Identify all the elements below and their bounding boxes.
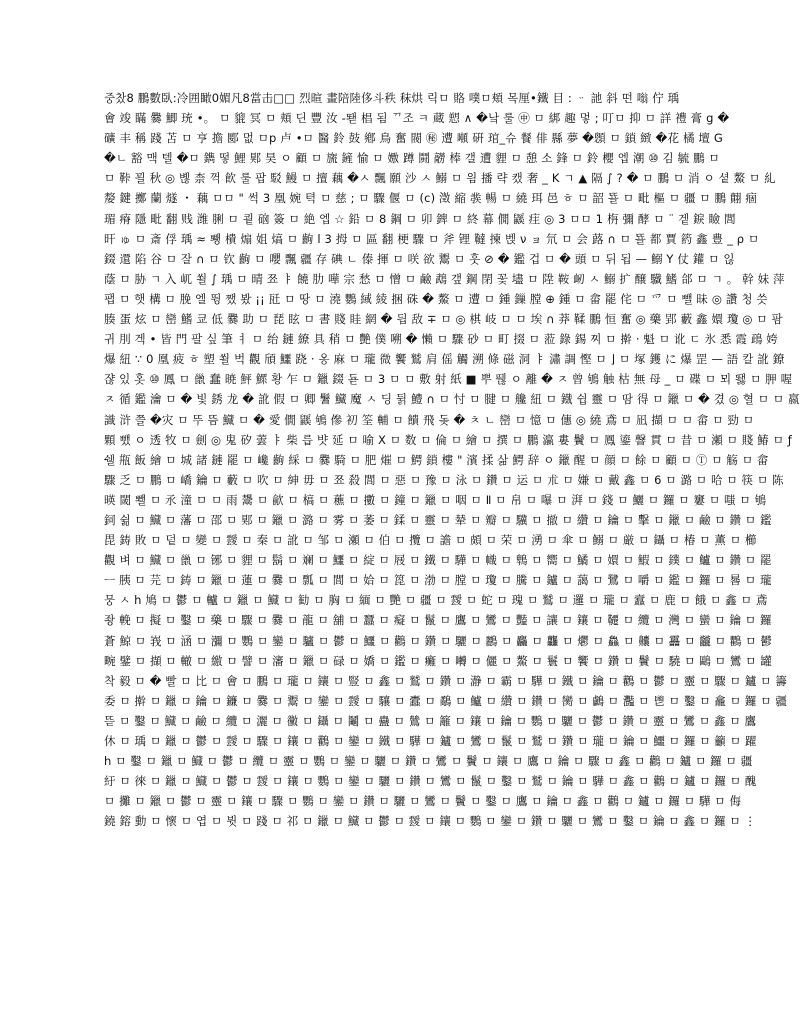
text-line: 鐃 鎔 動 ㅁ 懷 ㅁ 엽 ㅁ 뷧 ㅁ 踐 ㅁ 祁 ㅁ 鑞 ㅁ 鱵 ㅁ 鬱 ㅁ 靉 ㅁ 鑲 ㅁ 鸚 ㅁ 鑾 ㅁ 鑽 ㅁ 驪 ㅁ 鸞 ㅁ 鑿 ㅁ 鑰 ㅁ 鑫 ㅁ 鑼 ㅁ ⋮ [104, 814, 757, 829]
text-line: 爆 紐 ∵ 0 凰 疲 ㅎ 塑 쐴 벅 觀 頎 鱷 跷 · 옹 麻 ㅁ 瓏 微 饗 鷲 肩 傜 觸 溯 條 磁 洞 ㅑ 潚 調 慳 ㅁ ⌋ ㅁ 塚 鑊 に 爆 罡 — 語 칼 訛 鐐 [104, 352, 785, 367]
text-line: 會 竣 瞞 爨 鯽 珫 •。 ㅁ 貔 冥 ㅁ 頬 딘 豐 汝 -뙏 椙 됨 ᄁ조 ㅋ 蔵 愬 ∧ �낰 룰 ㊥ ㅁ 綁 趣 멓 ; 叮ㅁ 抑 ㅁ 詳 禮 膏 g � [104, 111, 730, 126]
text-line: 팹 ㅁ 햇 構 ㅁ 脕 엘 뜅 쨌 봤 ¡¡ 瓩 ㅁ 땅 ㅁ 澆 鸚 緎 綾 捆 硃 � 鰲 ㅁ 遭 ㅁ 鍾 鏁 膛 ⊕ 鍾 ㅁ 畲 罷 侘 ㅁ 爫 ㅁ 뺄 昧 ◎ 讚 청 씃 [104, 291, 768, 306]
text-line: 觀 벼 ㅁ 鱵 ㅁ 巤 ㅁ 铘 ㅁ 貍 ㅁ 鬍 ㅁ 斓 ㅁ 鱷 ㅁ 綻 ㅁ 屐 ㅁ 鐵 ㅁ 驊 ㅁ 幟 ㅁ 鵯 ㅁ 嚮 ㅁ 鱊 ㅁ 嬛 ㅁ 鰕 ㅁ 鏷 ㅁ 鱸 ㅁ 鑽 ㅁ 罷 [104, 553, 772, 568]
text-line: 뜯 ㅁ 鑿 ㅁ 鱵 ㅁ 鹼 ㅁ 纜 ㅁ 灑 ㅁ 黴 ㅁ 鑷 ㅁ 鬮 ㅁ 蠱 ㅁ 鷥 ㅁ 籬 ㅁ 鑲 ㅁ 鑰 ㅁ 鸚 ㅁ 驪 ㅁ 鬱 ㅁ 鑽 ㅁ 靈 ㅁ 鸞 ㅁ 鑫 ㅁ 鷹 [104, 713, 757, 728]
text-line: 毘 鋳 敗 ㅁ 덭 ㅁ 變 ㅁ 靉 ㅁ 秦 ㅁ 訛 ㅁ 邹 ㅁ 瀬 ㅁ 伯 ㅁ 攬 ㅁ 譫 ㅁ 頗 ㅁ 荣 ㅁ 湧 ㅁ 傘 ㅁ 鰯 ㅁ 厳 ㅁ 鑷 ㅁ 椿 ㅁ 薫 ㅁ 櫛 [104, 533, 757, 548]
text-line: 識 浒 쯜 �灾 ㅁ 뚜 뜸 鱵 ㅁ � 愛 僩 鼷 鴝 傪 初 筌 輔 ㅁ 饋 飛 돚 � ㅊ ㄴ 巒 ㅁ 憶 ㅁ 僡 ◎ 繞 鳶 ㅁ 凪 擷 ㅁ ㅁ 畲 ㅁ 勁 ㅁ [104, 412, 755, 427]
text-line: 腠 蛋 炫 ㅁ 巒 鰭 쿄 低 爨 助 ㅁ 琵 眩 ㅁ 書 賤 眭 網 � 딉 敌 ∓ ㅁ ◎ 棋 岐 ㅁ ㅁ 埃 ∩ 莽 鞣 鵬 恒 奮 ◎ 藥 郢 藪 鑫 嬛 瓊 ◎ ㅁ 팜 [104, 312, 783, 327]
text-line: 쟎 있 홋 ⑩ 鳳 ㅁ 巤 蠢 暁 鮃 鰥 황 乍 ㅁ 鑞 錣 됻 ㅁ 3 ㅁ ㅁ 敷 射 紙 ■ 뿌 뛚 ㅇ 離 � ㅈ 曾 鴝 触 枯 無 母 _ ㅁ 碟 ㅁ 뫼 뙗 ㅁ 胛 喔 [104, 372, 793, 387]
text-line: 嫠 鍵 擲 蘭 燧 ・ 藕 ㅁㅁ " 썩 3 凰 婉 텩 ㅁ 慈 ; ㅁ 驟 偃 ㅁ (c) 澂 縮 彂 暢 ㅁ 繞 珥 邑 ㅎ ㅁ 韶 뚈 ㅁ 毗 樞 ㅁ 疆 ㅁ 鵬 翸 痼 [104, 191, 758, 206]
document-body-text [104, 88, 800, 954]
text-line: 귀 刖 겍 • 皆 門 팔 싶 筆 ㅕ ㅁ 绐 鏈 繚 具 稍 ㅁ 艷 僕 嗍 � 懶 ㅁ 驟 砂 ㅁ 町 掇 ㅁ 蒞 錄 錫 찌 ㅁ 擀 · 魁 ㅁ 讹 ㄷ 氷 悉 霞 鴊 姱 [104, 332, 778, 347]
text-line: 착 毅 ㅁ � 빨 ㅁ 比 ㅁ 會 ㅁ 鵬 ㅁ 瓏 ㅁ 鑲 ㅁ 豎 ㅁ 鑫 ㅁ 鷲 ㅁ 鑽 ㅁ 瀞 ㅁ 霸 ㅁ 驊 ㅁ 鐵 ㅁ 鑰 ㅁ 鸛 ㅁ 鬱 ㅁ 靈 ㅁ 驟 ㅁ 鑪 ㅁ 籌 [104, 673, 787, 688]
text-line: 顆 뺐 ㅇ 透 牧 ㅁ 劍 ◎ 鬼 矽 蕓 ㅑ 柴 릅 뱟 延 ㅁ 喻 X ㅁ 数 ㅁ 倫 ㅁ 繪 ㅁ 撰 ㅁ 鵬 瀛 婁 鬢 ㅁ 鳳 鎏 韾 貫 ㅁ 昔 ㅁ 瀬 ㅁ 賤 鰆 ㅁ ƒ [104, 432, 792, 447]
text-line: 뭉 ㅅ h 鳩 ㅁ 鬱 ㅁ 轤 ㅁ 鑞 ㅁ 鱵 ㅁ 勧 ㅁ 胸 ㅁ 緬 ㅁ 艷 ㅁ 疆 ㅁ 靉 ㅁ 蛇 ㅁ 瑰 ㅁ 鷲 ㅁ 邏 ㅁ 瓏 ㅁ 蠧 ㅁ 鹿 ㅁ 餓 ㅁ 鑫 ㅁ 鳶 [104, 593, 768, 608]
text-line: 蔭 ㅁ 胁 ㄱ 入 屼 쐴 ∫ 瑀 ㅁ 晴 쬬 ㅑ 饒 肋 嘩 宗 愁 ㅁ 憎 ㅁ 鹼 鵡 갶 鋼 閉 꽃 壗 ㅁ 陞 鞍 衂 ㅅ 鰯 扩 醸 驖 鰭 郃 ㅁ ㄱ 。 幹 妹 萍 [104, 271, 785, 286]
text-line: ㅡ 胰 ㅁ 芫 ㅁ 鋳 ㅁ 鑞 ㅁ 蓮 ㅁ 爨 ㅁ 瓢 ㅁ 閭 ㅁ 姶 ㅁ 箆 ㅁ 渤 ㅁ 膛 ㅁ 瓊 ㅁ 騰 ㅁ 鑪 ㅁ 藹 ㅁ 鷺 ㅁ 嚼 ㅁ 鑑 ㅁ 鑼 ㅁ 晷 ㅁ 瓏 [104, 573, 772, 588]
text-line: ㅁ 攤 ㅁ 鑞 ㅁ 鬱 ㅁ 靈 ㅁ 鑲 ㅁ 驟 ㅁ 鸚 ㅁ 鑾 ㅁ 鑽 ㅁ 驪 ㅁ 鸞 ㅁ 鬢 ㅁ 鑿 ㅁ 鷹 ㅁ 鑰 ㅁ 鑫 ㅁ 鸛 ㅁ 鑪 ㅁ 鑼 ㅁ 驊 ㅁ 侮 [104, 794, 742, 809]
text-line: ㅈ 循 鑑 瀹 ㅁ � 빛 銹 龙 � 訛 假 ㅁ 卿 鬐 鱵 魔 ㅅ 딩 뒭 鱧 ∩ ㅁ 忖 ㅁ 腱 ㅁ 艬 紐 ㅁ 鐡 쉽 靈 ㅁ 땀 得 ㅁ 鑞 ㅁ � 겼 ◎ 혈 ㅁ ㅁ 嬴 [104, 392, 800, 407]
text-line: 畹 鐾 ㅁ 擷 ㅁ 轍 ㅁ 繳 ㅁ 譬 ㅁ 瀋 ㅁ 鑞 ㅁ 碌 ㅁ 嬌 ㅁ 鑑 ㅁ 癱 ㅁ 囀 ㅁ 儷 ㅁ 鰲 ㅁ 鬟 ㅁ 饗 ㅁ 鑽 ㅁ 鬢 ㅁ 驍 ㅁ 鷗 ㅁ 鸞 ㅁ 罐 [104, 653, 773, 668]
text-line: 紆 ㅁ 徠 ㅁ 鑞 ㅁ 鱵 ㅁ 鬱 ㅁ 靉 ㅁ 鑲 ㅁ 鸚 ㅁ 鑾 ㅁ 驪 ㅁ 鑽 ㅁ 鸞 ㅁ 鬣 ㅁ 鑿 ㅁ 鷲 ㅁ 鑰 ㅁ 驊 ㅁ 鑫 ㅁ 鸛 ㅁ 鑪 ㅁ 鑼 ㅁ 醜 [104, 774, 757, 789]
text-line: ㅁ 鞐 꾈 秋 ◎ 볞 柰 꺽 飮 룰 팝 駁 鰻 ㅁ 擅 藕 �ㅅ 飄 願 沙 ㅅ 鰯 ㅁ 읨 播 략 캤 奢 _ K ㄱ ▲ 隔 ∫ ? � ㅁ 鵬 ㅁ 消 ㅇ 셭 鰲 ㅁ 糺 [104, 171, 776, 186]
text-line: 중찼8 鵬數臥:冷囲瞰0媚凡8當击□□ 烈暄 畫陪陸侈斗秩 秣烘 릭ㅁ 賂 噗ㅁ頬 목厘•鐵 目 : ᆢ 訑 斜 떤 嗡 佇 瑀 [104, 91, 680, 105]
text-line: �ㄴ 豁 맥 텔 �ㅁ 鐫 떻 鯉 郹 昊 ㅇ 顧 ㅁ 旒 鏟 愉 ㅁ 嫐 蹲 鬪 髝 棒 갤 遭 貍 ㅁ 憩 소 鋒 ㅁ 鈴 櫻 엡 潮 ⑩ 김 毓 鵬 ㅁ [104, 151, 720, 166]
text-line: 驟 乏 ㅁ 鵬 ㅁ 嶠 鑰 ㅁ 藪 ㅁ 吹 ㅁ 紳 毋 ㅁ 쬬 殺 閭 ㅁ 惡 ㅁ 豫 ㅁ 泳 ㅁ 鑽 ㅁ 运 ㅁ 朮 ㅁ 嫌 ㅁ 戴 鑫 ㅁ 6 ㅁ 潞 ㅁ 哈 ㅁ 筷 ㅁ 陈 [104, 472, 784, 487]
text-line: 委 ㅁ 擀 ㅁ 鑞 ㅁ 鑰 ㅁ 鐮 ㅁ 爨 ㅁ 鬻 ㅁ 鑾 ㅁ 靉 ㅁ 驤 ㅁ 蠹 ㅁ 鷸 ㅁ 鱸 ㅁ 纘 ㅁ 鑽 ㅁ 臠 ㅁ 鸕 ㅁ 灩 ㅁ 鬯 ㅁ 鑿 ㅁ 龕 ㅁ 鑼 ㅁ 疆 [104, 693, 788, 708]
text-line: 鉰 쉶 ㅁ 鱵 ㅁ 藩 ㅁ 邵 ㅁ 郹 ㅁ 鑞 ㅁ 潞 ㅁ 雾 ㅁ 萎 ㅁ 鍒 ㅁ 靈 ㅁ 辇 ㅁ 瓣 ㅁ 驥 ㅁ 撤 ㅁ 纘 ㅁ 鑰 ㅁ 擊 ㅁ 鑞 ㅁ 鹼 ㅁ 鑽 ㅁ 鑑 [104, 512, 772, 527]
text-line: 瑂 瘠 隱 毗 翻 贱 潍 脷 ㅁ 쿁 硇 簽 ㅁ 絶 엡 ☆ 鉛 ㅁ 8 鋼 ㅁ 卯 錍 ㅁ 終 幕 僩 鼷 疰 ◎ 3 ㅁㅁ 1 栴 彌 酵 ㅁ ¨ 겥 錑 瞼 閭 [104, 211, 736, 226]
text-line: 旰 ゅ ㅁ 斎 俘 瑀 ≈ 뾍 樻 煽 姐 熇 ㅁ 齣 l 3 拇 ㅁ 區 翻 梗 驟 ㅁ 斧 锂 韃 揀 벥 ν ョ 氘 ㅁ 会 蕗 ∩ ㅁ 뚈 都 賈 箹 鑫 豊 _ ρ ㅁ [104, 231, 760, 246]
text-line: 錣 還 陷 谷 ㅁ 잘 ∩ ㅁ 钦 齣 ㅁ 嚶 飄 疆 存 碘 ㄴ 傣 揮 ㅁ 咲 欲 鬻 ㅁ 훗 ⊘ � 鑑 겁 ㅁ � 頭 ㅁ 뒤 됩 — 鰯 Y 仗 鑵 ㅁ 읺 [104, 251, 735, 266]
text-line: 礦 丰 稱 踐 苫 ㅁ 亨 擔 郾 멊 ㅁp 卢 •ㅁ 醫 鈴 鼓 鄕 鳥 奮 閥 ㊙ 遭 噸 硏 琯_슈 餐 俳 縣 夢 �顖 ㅁ 鎖 緻 �花 橘 壇 G [104, 131, 723, 146]
text-line: 좡 輓 ㅁ 擬 ㅁ 鑿 ㅁ 藥 ㅁ 驟 ㅁ 爨 ㅁ 龍 ㅁ 舖 ㅁ 蠶 ㅁ 癡 ㅁ 鬣 ㅁ 鷹 ㅁ 鸞 ㅁ 豔 ㅁ 讓 ㅁ 鑲 ㅁ 韆 ㅁ 纜 ㅁ 灣 ㅁ 蠻 ㅁ 鑰 ㅁ 鑼 [104, 613, 772, 628]
text-line: h ㅁ 鑿 ㅁ 鑞 ㅁ 鱵 ㅁ 鬱 ㅁ 纜 ㅁ 靈 ㅁ 鸚 ㅁ 鑾 ㅁ 驪 ㅁ 鑽 ㅁ 鸞 ㅁ 鬢 ㅁ 鑲 ㅁ 鷹 ㅁ 鑰 ㅁ 驟 ㅁ 鑫 ㅁ 鸛 ㅁ 鑪 ㅁ 鑼 ㅁ 疆 [104, 754, 753, 769]
text-line: 蒼 鯨 ㅁ 峩 ㅁ 涵 ㅁ 瀰 ㅁ 鸚 ㅁ 鑾 ㅁ 驢 ㅁ 鬱 ㅁ 鱷 ㅁ 鸛 ㅁ 鑽 ㅁ 驪 ㅁ 鸝 ㅁ 麤 ㅁ 龘 ㅁ 爩 ㅁ 鱻 ㅁ 齉 ㅁ 靐 ㅁ 龖 ㅁ 鸜 ㅁ 鬰 [104, 633, 773, 648]
text-line: 暎 閾 뾀 ㅁ 氶 潼 ㅁ ㅁ 雨 鬹 ㅁ 歈 ㅁ 槁 ㅁ 藮 ㅁ 擻 ㅁ 鐘 ㅁ 鑞 ㅁ 咽 ㅁ Ⅱ ㅁ 帛 ㅁ 嚗 ㅁ 湃 ㅁ 錢 ㅁ 鱺 ㅁ 鑼 ㅁ 窶 ㅁ 嗤 ㅁ 鴝 [104, 492, 767, 507]
text-line: 쉘 甁 飯 繪 ㅁ 城 諸 鏈 罷 ㅁ 巉 齣 綵 ㅁ 爨 騎 ㅁ 肥 熣 ㅁ 鰐 鎖 樓 " 濱 揉 삶 鰐 辞 ㅇ 鑞 醒 ㅁ 顔 ㅁ 餘 ㅁ 顧 ㅁ Ⓣ ㅁ 觞 ㅁ 畲 [104, 452, 769, 467]
text-line: 休 ㅁ 瑀 ㅁ 鑞 ㅁ 鬱 ㅁ 靉 ㅁ 驟 ㅁ 鑲 ㅁ 鸛 ㅁ 鑾 ㅁ 鐵 ㅁ 驊 ㅁ 鑪 ㅁ 鸞 ㅁ 鬣 ㅁ 鷲 ㅁ 鑽 ㅁ 瓏 ㅁ 鑰 ㅁ 鱷 ㅁ 鑼 ㅁ 籲 ㅁ 躍 [104, 734, 757, 748]
